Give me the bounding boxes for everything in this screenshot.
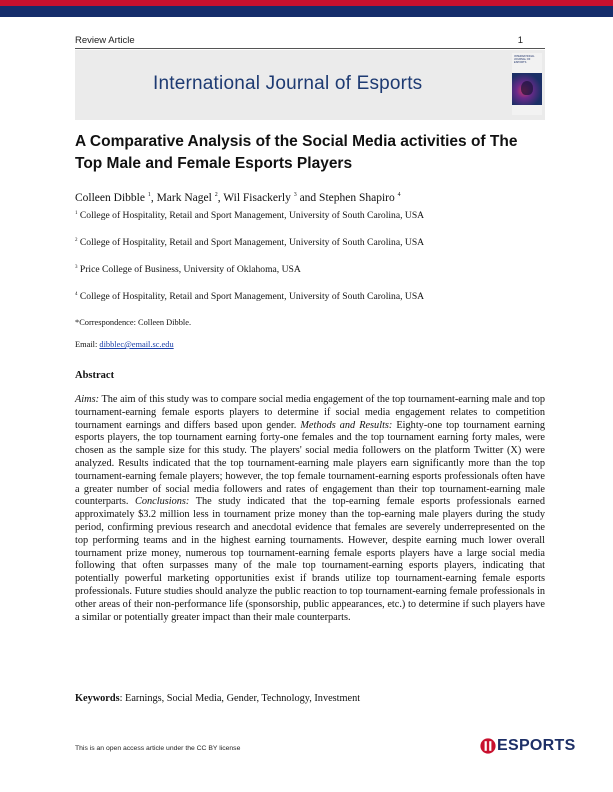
article-title: A Comparative Analysis of the Social Media activities of The Top Male and Female Esports Players: [75, 133, 518, 172]
conclusions-text: The study indicated that the top-earning female esports professionals earned approximately $3.2 million less in tournament prize money than the top-earning male players during the study period, confirming previous research and anecdotal evidence that females are severely underrepresented on the top performing teams and in the highest earning tournaments. However, despite earning much lower overall tournament prize money, numerous top tournament-earning female esports players have a large social media following that often surpasses many of the male top tournament-earning esports players, indicating that potentially powerful marketing opportunities exist if brands utilize top tournament-earning female esports professionals. Future studies should analyze the public reaction to top tournament-earning female professionals in other areas of their non-performance life (sponsorship, public appearances, etc.) to determine if such players have a similar or potentially greater impact than their male counterparts.: [75, 496, 546, 623]
journal-name: International Journal of Esports: [153, 73, 423, 94]
author-name: Colleen Dibble: [75, 192, 145, 204]
cover-title: INTERNATIONAL JOURNAL OF ESPORTS: [512, 53, 542, 73]
affiliation: $^4$ College of Hospitality, Retail and Sport Management, University of South Carolina, USA: [75, 291, 425, 302]
methods-text: Eighty-one top tournament earning esports players, the top tournament earning forty-one females and the top tournament earning forty males, were chosen as the sample size for this study. The players' social media followers on the platform Twitter (X) were analyzed. Results indicated that the top tournament-earning male players earn significantly more than the top tournament-earning female players; however, the top female tournament-earning esports professionals often have a greater number of social media followers and rates of engagement than their top tournament-earning male counterparts.: [75, 419, 546, 508]
keywords-line: [75, 693, 360, 704]
author-name: Mark Nagel: [156, 192, 212, 204]
affiliation: $^1$ College of Hospitality, Retail and Sport Management, University of South Carolina, USA: [75, 210, 425, 221]
author-sup: 3: [293, 192, 297, 199]
author-sup: 4: [397, 192, 401, 199]
author-name: Wil Fisackerly: [223, 192, 291, 204]
abstract-heading: Abstract: [75, 370, 115, 381]
license-note: This is an open access article under the CC BY license: [75, 745, 241, 752]
journal-cover-thumbnail: [512, 53, 542, 115]
author-name: Stephen Shapiro: [319, 192, 395, 204]
affiliation: $^3$ Price College of Business, University of Oklahoma, USA: [75, 264, 301, 275]
journal-banner: [75, 50, 545, 120]
email-line: [75, 340, 174, 349]
conclusions-label: Conclusions:: [135, 496, 190, 508]
aims-label: Aims:: [75, 394, 100, 405]
keywords-text: : Earnings, Social Media, Gender, Technology, Investment: [119, 693, 361, 704]
keywords-label: Keywords: [75, 693, 120, 704]
author-sup: 1: [147, 192, 151, 199]
running-header: [75, 35, 529, 49]
esports-logo-icon: [480, 738, 496, 754]
header-rule: [75, 48, 545, 49]
cover-art-image: [512, 73, 542, 105]
methods-label: Methods and Results:: [300, 419, 393, 431]
logo-text: ESPORTS: [497, 737, 576, 754]
article-type: Review Article: [75, 35, 135, 46]
aims-text: The aim of this study was to compare social media engagement of the top tournament-earning male and top tournament-earning female esports players to determine if social media engagement relates to competition tournament earnings and differs based upon gender.: [75, 394, 546, 431]
author-list: Colleen Dibble $^1$, Mark Nagel $^2$, Wil Fisackerly $^3$ and Stephen Shapiro $^4$: [75, 192, 401, 204]
affiliation: $^2$ College of Hospitality, Retail and Sport Management, University of South Carolina, USA: [75, 237, 425, 248]
email-label: Email:: [75, 340, 98, 349]
author-sup: 2: [214, 192, 218, 199]
top-blue-band: [0, 6, 613, 17]
email-link[interactable]: dibblec@email.sc.edu: [99, 340, 174, 349]
page-number: 1: [517, 35, 523, 46]
correspondence-note: *Correspondence: Colleen Dibble.: [75, 318, 192, 327]
abstract-body: [75, 394, 545, 624]
